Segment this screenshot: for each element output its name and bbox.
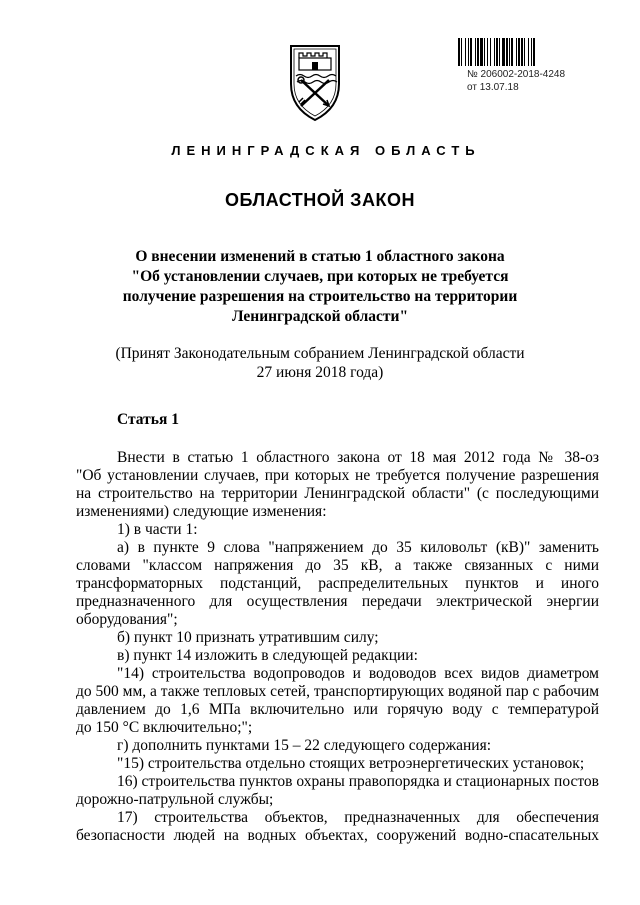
body-line: изменениями) следующие изменения: bbox=[76, 503, 327, 520]
registration-stamp bbox=[467, 68, 565, 94]
body-line: словами "классом напряжения до 35 кВ, а также связанных с ними bbox=[76, 557, 599, 574]
registration-number: № 206002-2018-4248 bbox=[467, 69, 566, 80]
body-line: давлением до 1,6 МПа включительно или горячую воду с температурой bbox=[76, 701, 599, 718]
article-heading: Статья 1 bbox=[117, 411, 179, 428]
adoption-note-line: (Принят Законодательным собранием Ленинградской области bbox=[115, 345, 525, 362]
body-line: Внести в статью 1 областного закона от 18 мая 2012 года № 38-оз bbox=[117, 449, 599, 466]
body-line: до 150 °С включительно;"; bbox=[76, 719, 253, 736]
adoption-note-line: 27 июня 2018 года) bbox=[256, 364, 384, 381]
body-line: "15) строительства отдельно стоящих ветроэнергетических установок; bbox=[117, 755, 585, 772]
law-title-line: "Об установлении случаев, при которых не требуется bbox=[131, 268, 509, 285]
body-line: в) пункт 14 изложить в следующей редакции: bbox=[117, 647, 418, 664]
body-line: до 500 мм, а также тепловых сетей, транспортирующих водяной пар с рабочим bbox=[76, 683, 600, 700]
body-line: оборудования"; bbox=[76, 611, 178, 628]
body-line: г) дополнить пунктами 15 – 22 следующего содержания: bbox=[117, 737, 492, 754]
body-line: "14) строительства водопроводов и водоводов всех видов диаметром bbox=[117, 665, 599, 682]
body-line: "Об установлении случаев, при которых не требуется получение разрешения bbox=[76, 467, 599, 484]
body-line: 1) в части 1: bbox=[117, 521, 198, 538]
coat-of-arms-icon bbox=[283, 40, 347, 124]
body-line: б) пункт 10 признать утратившим силу; bbox=[117, 629, 379, 646]
body-line: 16) строительства пунктов охраны правопорядка и стационарных постов bbox=[117, 773, 599, 790]
barcode-icon bbox=[458, 38, 598, 66]
law-title-line: О внесении изменений в статью 1 областного закона bbox=[135, 248, 505, 265]
body-line: безопасности людей на водных объектах, сооружений водно-спасательных bbox=[76, 827, 599, 844]
law-type-heading: ОБЛАСТНОЙ ЗАКОН bbox=[225, 190, 415, 210]
body-line: предназначенного для осуществления передачи электрической энергии bbox=[76, 593, 599, 610]
region-name: ЛЕНИНГРАДСКАЯ ОБЛАСТЬ bbox=[171, 143, 481, 158]
law-title-line: Ленинградской области" bbox=[231, 308, 409, 325]
body-line: а) в пункте 9 слова "напряжением до 35 киловольт (кВ)" заменить bbox=[117, 539, 599, 556]
body-line: дорожно-патрульной службы; bbox=[76, 791, 274, 808]
law-title-line: получение разрешения на строительство на территории bbox=[122, 288, 518, 305]
registration-date: от 13.07.18 bbox=[467, 82, 519, 93]
body-line: 17) строительства объектов, предназначенных для обеспечения bbox=[117, 809, 599, 826]
body-line: трансформаторных подстанций, распределительных пунктов и иного bbox=[76, 575, 599, 592]
body-line: на строительство на территории Ленинградской области" (с последующими bbox=[76, 485, 599, 502]
